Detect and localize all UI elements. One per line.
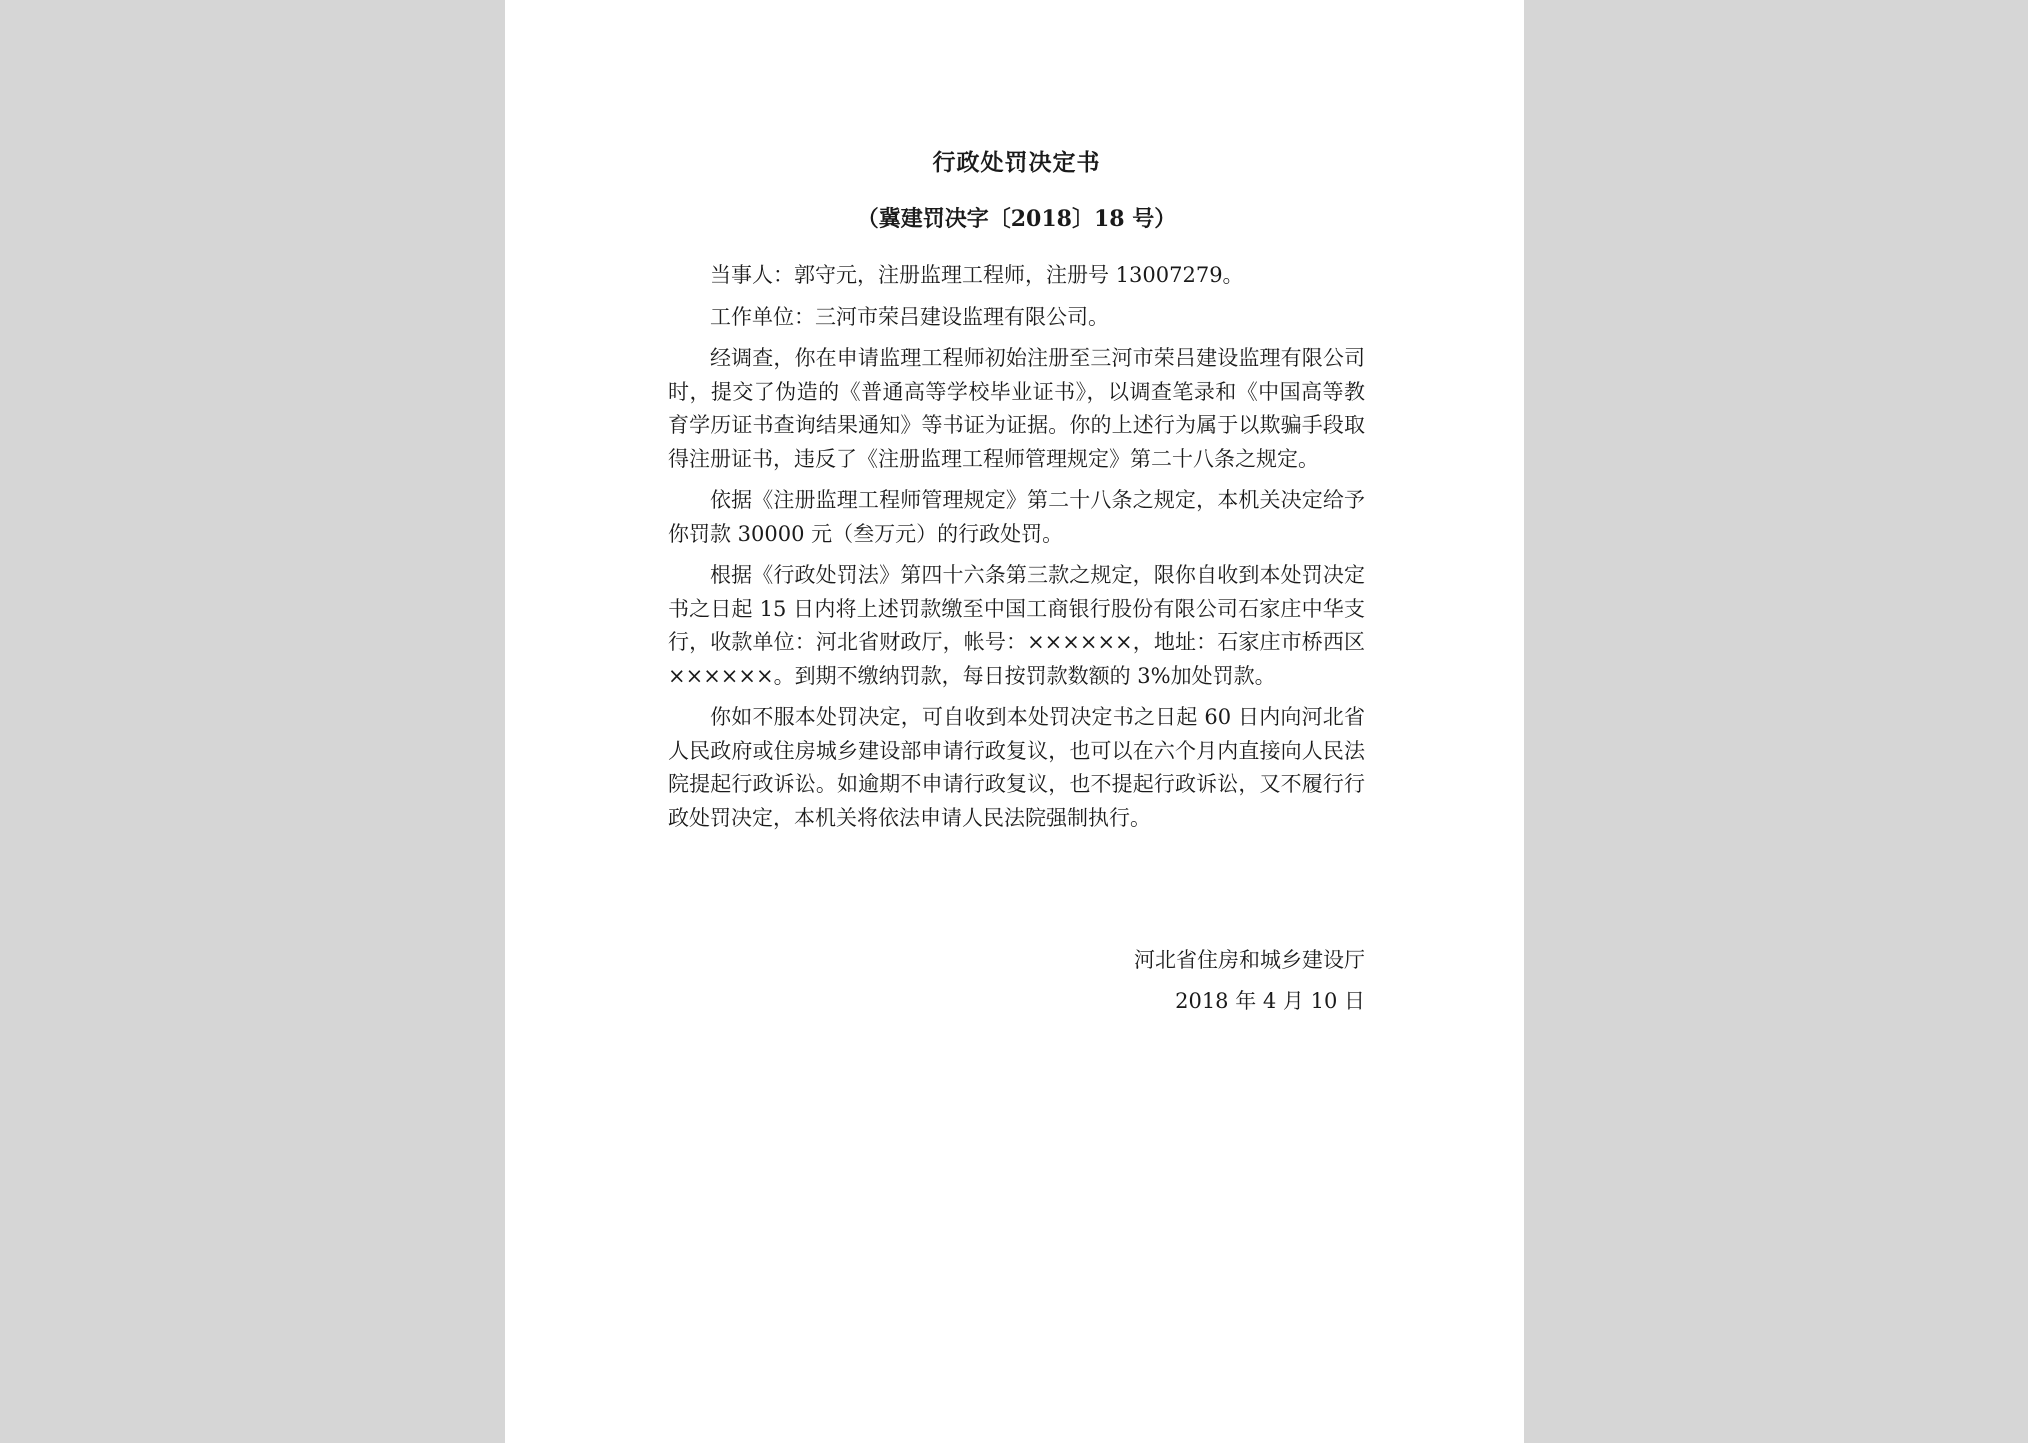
signature-organization: 河北省住房和城乡建设厅: [1134, 948, 1365, 972]
document-body: [668, 259, 1365, 843]
paragraph-party: 当事人：郭守元，注册监理工程师，注册号 13007279。: [710, 263, 1244, 287]
paragraph-appeal: 你如不服本处罚决定，可自收到本处罚决定书之日起 60 日内向河北省人民政府或住房城乡建设部申请行政复议，也可以在六个月内直接向人民法院提起行政诉讼。如逾期不申请行政复议，也不提起行政诉讼，又不履行行政处罚决定，本机关将依法申请人民法院强制执行。: [668, 705, 1365, 830]
paragraph-investigation: 经调查，你在申请监理工程师初始注册至三河市荣吕建设监理有限公司时，提交了伪造的《普通高等学校毕业证书》，以调查笔录和《中国高等教育学历证书查询结果通知》等书证为证据。你的上述行为属于以欺骗手段取得注册证书，违反了《注册监理工程师管理规定》第二十八条之规定。: [668, 346, 1365, 471]
document-page: [505, 0, 1524, 1443]
paragraph-decision: 依据《注册监理工程师管理规定》第二十八条之规定，本机关决定给予你罚款 30000 元（叁万元）的行政处罚。: [668, 488, 1365, 546]
paragraph-employer: 工作单位：三河市荣吕建设监理有限公司。: [710, 304, 1109, 329]
paragraph-payment: 根据《行政处罚法》第四十六条第三款之规定，限你自收到本处罚决定书之日起 15 日内将上述罚款缴至中国工商银行股份有限公司石家庄中华支行，收款单位：河北省财政厅，帐号：××××××，地址：石家庄市桥西区××××××。到期不缴纳罚款，每日按罚款数额的 3%加处罚款。: [668, 563, 1365, 688]
document-title: 行政处罚决定书: [932, 149, 1101, 176]
signature-date: 2018 年 4 月 10 日: [1175, 989, 1365, 1013]
document-number: （冀建罚决字〔2018〕18 号）: [856, 206, 1177, 232]
